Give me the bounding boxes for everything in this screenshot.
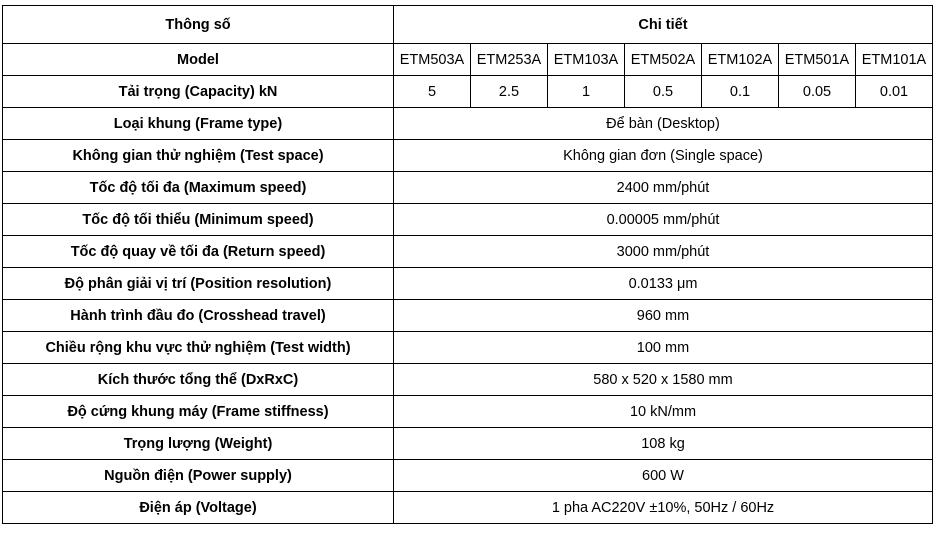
model-cell: ETM102A bbox=[702, 44, 779, 76]
capacity-cell: 2.5 bbox=[471, 76, 548, 108]
spec-label: Hành trình đầu đo (Crosshead travel) bbox=[3, 300, 394, 332]
header-detail-cell: Chi tiết bbox=[394, 6, 933, 44]
spec-label: Trọng lượng (Weight) bbox=[3, 428, 394, 460]
spec-row-max-speed bbox=[3, 172, 933, 204]
model-row bbox=[3, 44, 933, 76]
spec-value: 1 pha AC220V ±10%, 50Hz / 60Hz bbox=[394, 492, 933, 524]
spec-label: Tốc độ tối thiểu (Minimum speed) bbox=[3, 204, 394, 236]
spec-row-return-speed bbox=[3, 236, 933, 268]
capacity-row bbox=[3, 76, 933, 108]
spec-value: Không gian đơn (Single space) bbox=[394, 140, 933, 172]
spec-label: Không gian thử nghiệm (Test space) bbox=[3, 140, 394, 172]
header-param-cell: Thông số bbox=[3, 6, 394, 44]
spec-label: Chiều rộng khu vực thử nghiệm (Test width) bbox=[3, 332, 394, 364]
spec-value: 580 x 520 x 1580 mm bbox=[394, 364, 933, 396]
spec-value: 2400 mm/phút bbox=[394, 172, 933, 204]
spec-row-dimensions bbox=[3, 364, 933, 396]
spec-value: 960 mm bbox=[394, 300, 933, 332]
model-cell: ETM103A bbox=[548, 44, 625, 76]
spec-label: Tốc độ tối đa (Maximum speed) bbox=[3, 172, 394, 204]
capacity-cell: 1 bbox=[548, 76, 625, 108]
model-cell: ETM502A bbox=[625, 44, 702, 76]
model-cell: ETM503A bbox=[394, 44, 471, 76]
header-row bbox=[3, 6, 933, 44]
spec-label: Loại khung (Frame type) bbox=[3, 108, 394, 140]
spec-row-power-supply bbox=[3, 460, 933, 492]
spec-table-body bbox=[3, 6, 933, 524]
spec-value: 10 kN/mm bbox=[394, 396, 933, 428]
spec-row-voltage bbox=[3, 492, 933, 524]
spec-value: 0.00005 mm/phút bbox=[394, 204, 933, 236]
spec-row-frame-type bbox=[3, 108, 933, 140]
spec-value: 3000 mm/phút bbox=[394, 236, 933, 268]
model-cell: ETM101A bbox=[856, 44, 933, 76]
spec-row-test-space bbox=[3, 140, 933, 172]
spec-label: Độ phân giải vị trí (Position resolution) bbox=[3, 268, 394, 300]
spec-label: Điện áp (Voltage) bbox=[3, 492, 394, 524]
spec-label: Kích thước tổng thể (DxRxC) bbox=[3, 364, 394, 396]
spec-value: 108 kg bbox=[394, 428, 933, 460]
spec-label: Độ cứng khung máy (Frame stiffness) bbox=[3, 396, 394, 428]
spec-value: 100 mm bbox=[394, 332, 933, 364]
capacity-cell: 0.1 bbox=[702, 76, 779, 108]
spec-row-position-resolution bbox=[3, 268, 933, 300]
spec-row-min-speed bbox=[3, 204, 933, 236]
model-label: Model bbox=[3, 44, 394, 76]
spec-row-weight bbox=[3, 428, 933, 460]
spec-value: 600 W bbox=[394, 460, 933, 492]
spec-row-test-width bbox=[3, 332, 933, 364]
spec-value: 0.0133 μm bbox=[394, 268, 933, 300]
spec-row-crosshead-travel bbox=[3, 300, 933, 332]
spec-value: Để bàn (Desktop) bbox=[394, 108, 933, 140]
spec-label: Tốc độ quay về tối đa (Return speed) bbox=[3, 236, 394, 268]
capacity-cell: 0.01 bbox=[856, 76, 933, 108]
capacity-label: Tải trọng (Capacity) kN bbox=[3, 76, 394, 108]
capacity-cell: 0.05 bbox=[779, 76, 856, 108]
spec-row-frame-stiffness bbox=[3, 396, 933, 428]
model-cell: ETM253A bbox=[471, 44, 548, 76]
model-cell: ETM501A bbox=[779, 44, 856, 76]
capacity-cell: 5 bbox=[394, 76, 471, 108]
capacity-cell: 0.5 bbox=[625, 76, 702, 108]
spec-label: Nguồn điện (Power supply) bbox=[3, 460, 394, 492]
spec-table bbox=[2, 5, 933, 524]
